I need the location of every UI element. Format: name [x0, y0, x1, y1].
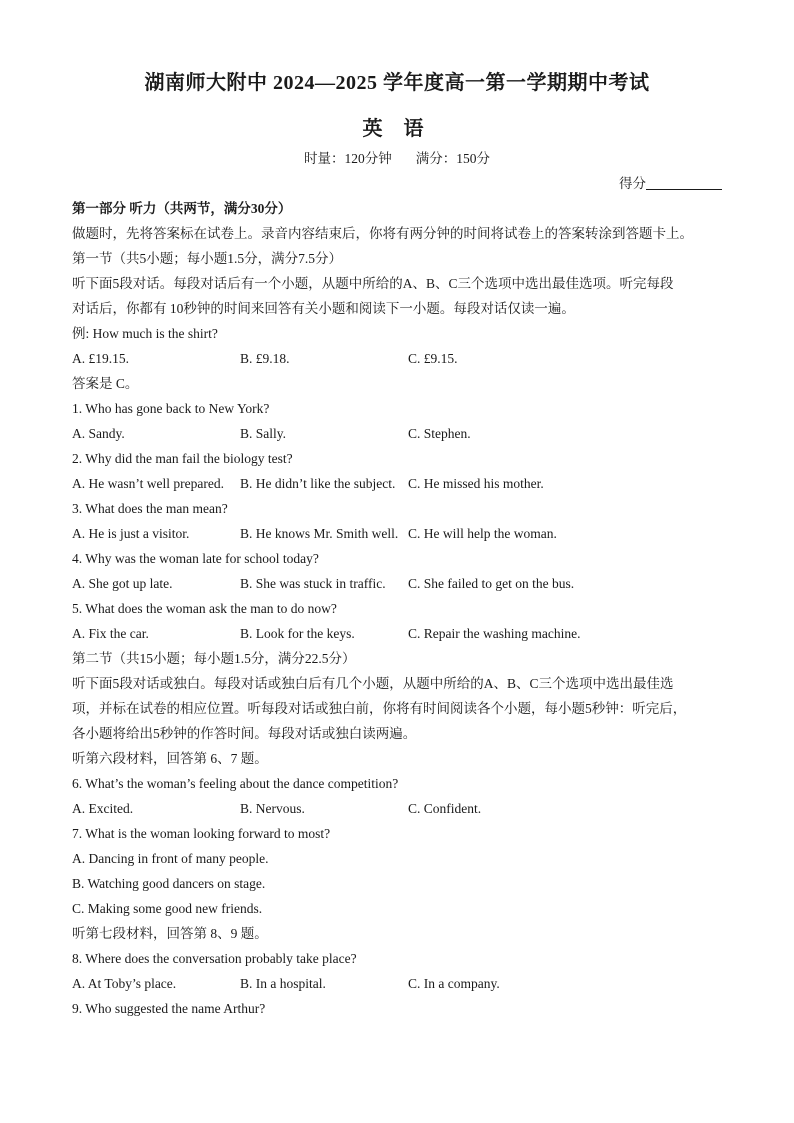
exam-meta: [0, 147, 794, 167]
option-c: C. Confident.: [408, 801, 482, 816]
section1-heading: 第一节（共5小题；每小题1.5分，满分7.5分）: [72, 251, 342, 266]
option-a: A. He wasn’t well prepared.: [72, 476, 224, 491]
option-c: C. £9.15.: [408, 351, 458, 366]
question-7: 7. What is the woman looking forward to most?: [72, 826, 331, 841]
section2-instruction-3: 各小题将给出5秒钟的作答时间。每段对话或独白读两遍。: [72, 726, 417, 741]
question-8: 8. Where does the conversation probably take place?: [72, 951, 357, 966]
option-a: A. Sandy.: [72, 426, 125, 441]
option-c: C. She failed to get on the bus.: [408, 576, 575, 591]
option-c: C. Repair the washing machine.: [408, 626, 581, 641]
question-5-options: [72, 621, 722, 646]
part1-heading: 第一部分 听力（共两节，满分30分）: [72, 201, 292, 216]
question-3-options: [72, 521, 722, 546]
score-blank: [646, 175, 722, 190]
option-c: C. He will help the woman.: [408, 526, 557, 541]
option-b: B. £9.18.: [240, 351, 290, 366]
option-b: B. He knows Mr. Smith well.: [240, 526, 399, 541]
question-1-options: [72, 421, 722, 446]
question-9: 9. Who suggested the name Arthur?: [72, 1001, 266, 1016]
question-2: 2. Why did the man fail the biology test?: [72, 451, 293, 466]
score-label: 得分: [619, 176, 646, 191]
option-b: B. He didn’t like the subject.: [240, 476, 396, 491]
question-3: 3. What does the man mean?: [72, 501, 228, 516]
example-options: [72, 346, 722, 371]
example-answer: 答案是 C。: [72, 376, 139, 391]
option-a: A. Dancing in front of many people.: [72, 851, 269, 866]
question-8-options: [72, 971, 722, 996]
option-c: C. In a company.: [408, 976, 500, 991]
option-a: A. Excited.: [72, 801, 134, 816]
option-b: B. Watching good dancers on stage.: [72, 876, 266, 891]
section1-instruction-2: 对话后，你都有 10秒钟的时间来回答有关小题和阅读下一小题。每段对话仅读一遍。: [72, 301, 575, 316]
exam-title: 湖南师大附中 2024—2025 学年度高一第一学期期中考试: [144, 72, 650, 94]
material-6-heading: 听第六段材料，回答第 6、7 题。: [72, 751, 268, 766]
question-1: 1. Who has gone back to New York?: [72, 401, 270, 416]
option-a: A. Fix the car.: [72, 626, 149, 641]
time-limit: 时量：120分钟: [304, 151, 392, 166]
score-field: [619, 172, 722, 192]
section2-instruction-1: 听下面5段对话或独白。每段对话或独白后有几个小题，从题中所给的A、B、C三个选项中选出最佳选: [72, 676, 674, 691]
option-a: A. £19.15.: [72, 351, 129, 366]
part1-instruction: 做题时，先将答案标在试卷上。录音内容结束后，你将有两分钟的时间将试卷上的答案转涂到答题卡上。: [72, 226, 693, 241]
material-7-heading: 听第七段材料，回答第 8、9 题。: [72, 926, 268, 941]
question-4: 4. Why was the woman late for school today?: [72, 551, 319, 566]
question-6-options: [72, 796, 722, 821]
option-b: B. Nervous.: [240, 801, 305, 816]
option-c: C. Making some good new friends.: [72, 901, 263, 916]
option-b: B. In a hospital.: [240, 976, 326, 991]
question-6: 6. What’s the woman’s feeling about the dance competition?: [72, 776, 399, 791]
option-a: A. At Toby’s place.: [72, 976, 177, 991]
option-b: B. Look for the keys.: [240, 626, 355, 641]
option-c: C. He missed his mother.: [408, 476, 544, 491]
section1-instruction-1: 听下面5段对话。每段对话后有一个小题，从题中所给的A、B、C三个选项中选出最佳选项。听完每段: [72, 276, 674, 291]
question-4-options: [72, 571, 722, 596]
full-score: 满分：150分: [415, 151, 490, 166]
option-b: B. Sally.: [240, 426, 287, 441]
option-a: A. He is just a visitor.: [72, 526, 190, 541]
option-b: B. She was stuck in traffic.: [240, 576, 386, 591]
option-a: A. She got up late.: [72, 576, 173, 591]
example-question: 例: How much is the shirt?: [72, 326, 218, 341]
question-5: 5. What does the woman ask the man to do now?: [72, 601, 337, 616]
exam-content: [72, 196, 722, 1021]
option-c: C. Stephen.: [408, 426, 471, 441]
question-2-options: [72, 471, 722, 496]
section2-instruction-2: 项，并标在试卷的相应位置。听每段对话或独白前，你将有时间阅读各个小题，每小题5秒钟：听完后，: [72, 701, 687, 716]
section2-heading: 第二节（共15小题；每小题1.5分，满分22.5分）: [72, 651, 356, 666]
subject-title: 英 语: [362, 118, 432, 140]
